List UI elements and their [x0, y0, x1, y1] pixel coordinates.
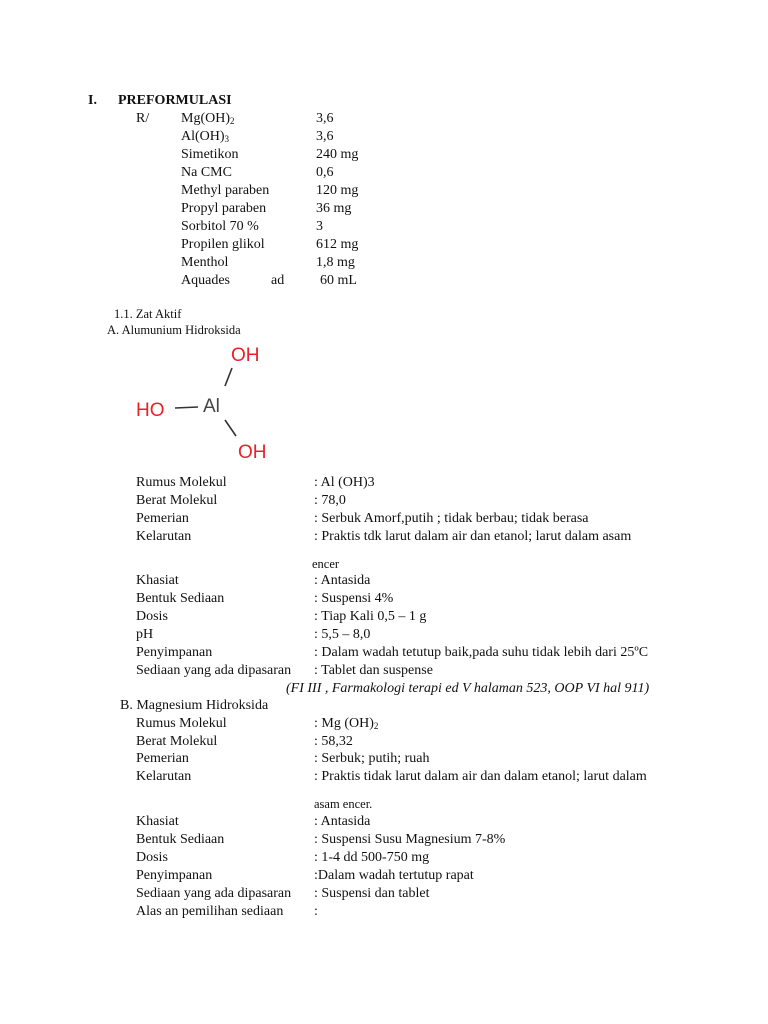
prop-label: Khasiat — [136, 814, 179, 829]
prop-label: Pemerian — [136, 751, 189, 766]
recipe-ad-label: ad — [271, 273, 285, 288]
prop-value: : — [314, 904, 318, 919]
prop-value: : Tiap Kali 0,5 – 1 g — [314, 609, 427, 624]
recipe-item-name: Na CMC — [181, 165, 232, 180]
aluminium-hydroxide-structure — [132, 342, 282, 462]
prop-value: : Al (OH)3 — [314, 475, 375, 490]
prop-value: :Dalam wadah tertutup rapat — [314, 868, 474, 883]
prop-value: : Serbuk Amorf,putih ; tidak berbau; tidak berasa — [314, 511, 589, 526]
prop-label: Rumus Molekul — [136, 475, 227, 490]
recipe-item-amount: 240 mg — [316, 147, 359, 162]
atom-al: Al — [203, 396, 220, 417]
prop-value: : Antasida — [314, 573, 371, 588]
bond-bottom — [225, 420, 236, 436]
prop-value: : Dalam wadah tetutup baik,pada suhu tidak lebih dari 25ºC — [314, 645, 649, 660]
prop-value: : Serbuk; putih; ruah — [314, 751, 430, 766]
recipe-item-name: Propyl paraben — [181, 201, 267, 216]
prop-label: Bentuk Sediaan — [136, 591, 225, 606]
prop-label: Dosis — [136, 609, 168, 624]
prop-value: : 58,32 — [314, 734, 353, 749]
recipe-item-amount: 3,6 — [316, 129, 334, 144]
recipe-item-name: Simetikon — [181, 147, 239, 162]
section-a-title: A. Alumunium Hidroksida — [107, 323, 241, 337]
recipe-item-amount: 3 — [316, 219, 323, 234]
atom-ho-left: HO — [136, 400, 165, 421]
recipe-item-amount: 612 mg — [316, 237, 359, 252]
recipe-item-amount: 120 mg — [316, 183, 359, 198]
prop-value: : Praktis tdk larut dalam air dan etanol; larut dalam asam — [314, 529, 632, 544]
prop-value: : Tablet dan suspense — [314, 663, 433, 678]
prop-label: Khasiat — [136, 573, 179, 588]
prop-label: Kelarutan — [136, 769, 192, 784]
recipe-item-name: Aquades — [181, 273, 230, 288]
recipe-item-amount: 36 mg — [316, 201, 352, 216]
prop-label: Pemerian — [136, 511, 189, 526]
prop-value: : Antasida — [314, 814, 371, 829]
prop-value: : Suspensi Susu Magnesium 7-8% — [314, 832, 506, 847]
prop-label: Rumus Molekul — [136, 716, 227, 731]
prop-value: : Mg $(OH)_2$ — [314, 716, 379, 731]
prop-value: : 78,0 — [314, 493, 346, 508]
section-number: I. — [88, 93, 97, 108]
subsection-title: 1.1. Zat Aktif — [114, 307, 182, 321]
prop-label: Sediaan yang ada dipasaran — [136, 663, 292, 678]
reference-citation: (FI III , Farmakologi terapi ed V halaman 523, OOP VI hal 911) — [286, 681, 650, 696]
prop-value-continued: asam encer. — [314, 797, 373, 811]
prop-value: : 1-4 dd 500-750 mg — [314, 850, 430, 865]
recipe-item-name: Methyl paraben — [181, 183, 270, 198]
recipe-prefix: R/ — [136, 111, 150, 126]
prop-value: : Suspensi dan tablet — [314, 886, 430, 901]
bond-top — [225, 368, 232, 386]
prop-value-continued: encer — [312, 557, 340, 571]
recipe-item-name: Sorbitol 70 % — [181, 219, 259, 234]
prop-label: Sediaan yang ada dipasaran — [136, 886, 292, 901]
prop-label: Penyimpanan — [136, 868, 213, 883]
prop-label: Bentuk Sediaan — [136, 832, 225, 847]
prop-label: Penyimpanan — [136, 645, 213, 660]
recipe-item-amount: 1,8 mg — [316, 255, 355, 270]
section-b-title: B. Magnesium Hidroksida — [120, 698, 269, 713]
prop-value: : Suspensi 4% — [314, 591, 394, 606]
section-title: PREFORMULASI — [118, 93, 232, 108]
prop-label: Kelarutan — [136, 529, 192, 544]
recipe-item-name: $Al(OH)_3$ — [181, 129, 230, 144]
prop-label: Berat Molekul — [136, 493, 218, 508]
bond-left — [175, 407, 198, 408]
prop-value: : 5,5 – 8,0 — [314, 627, 371, 642]
recipe-item-amount: 0,6 — [316, 165, 334, 180]
prop-label: Alas an pemilihan sediaan — [136, 904, 284, 919]
recipe-item-name: Propilen glikol — [181, 237, 265, 252]
recipe-item-amount: 60 mL — [320, 273, 357, 288]
prop-label: Berat Molekul — [136, 734, 218, 749]
atom-oh-top: OH — [231, 345, 260, 366]
recipe-item-name: Menthol — [181, 255, 229, 270]
prop-value: : Praktis tidak larut dalam air dan dalam etanol; larut dalam — [314, 769, 647, 784]
recipe-item-name: $Mg(OH)_2$ — [181, 111, 235, 126]
prop-label: Dosis — [136, 850, 168, 865]
atom-oh-bottom: OH — [238, 442, 267, 462]
prop-label: pH — [136, 627, 154, 642]
recipe-item-amount: 3,6 — [316, 111, 334, 126]
